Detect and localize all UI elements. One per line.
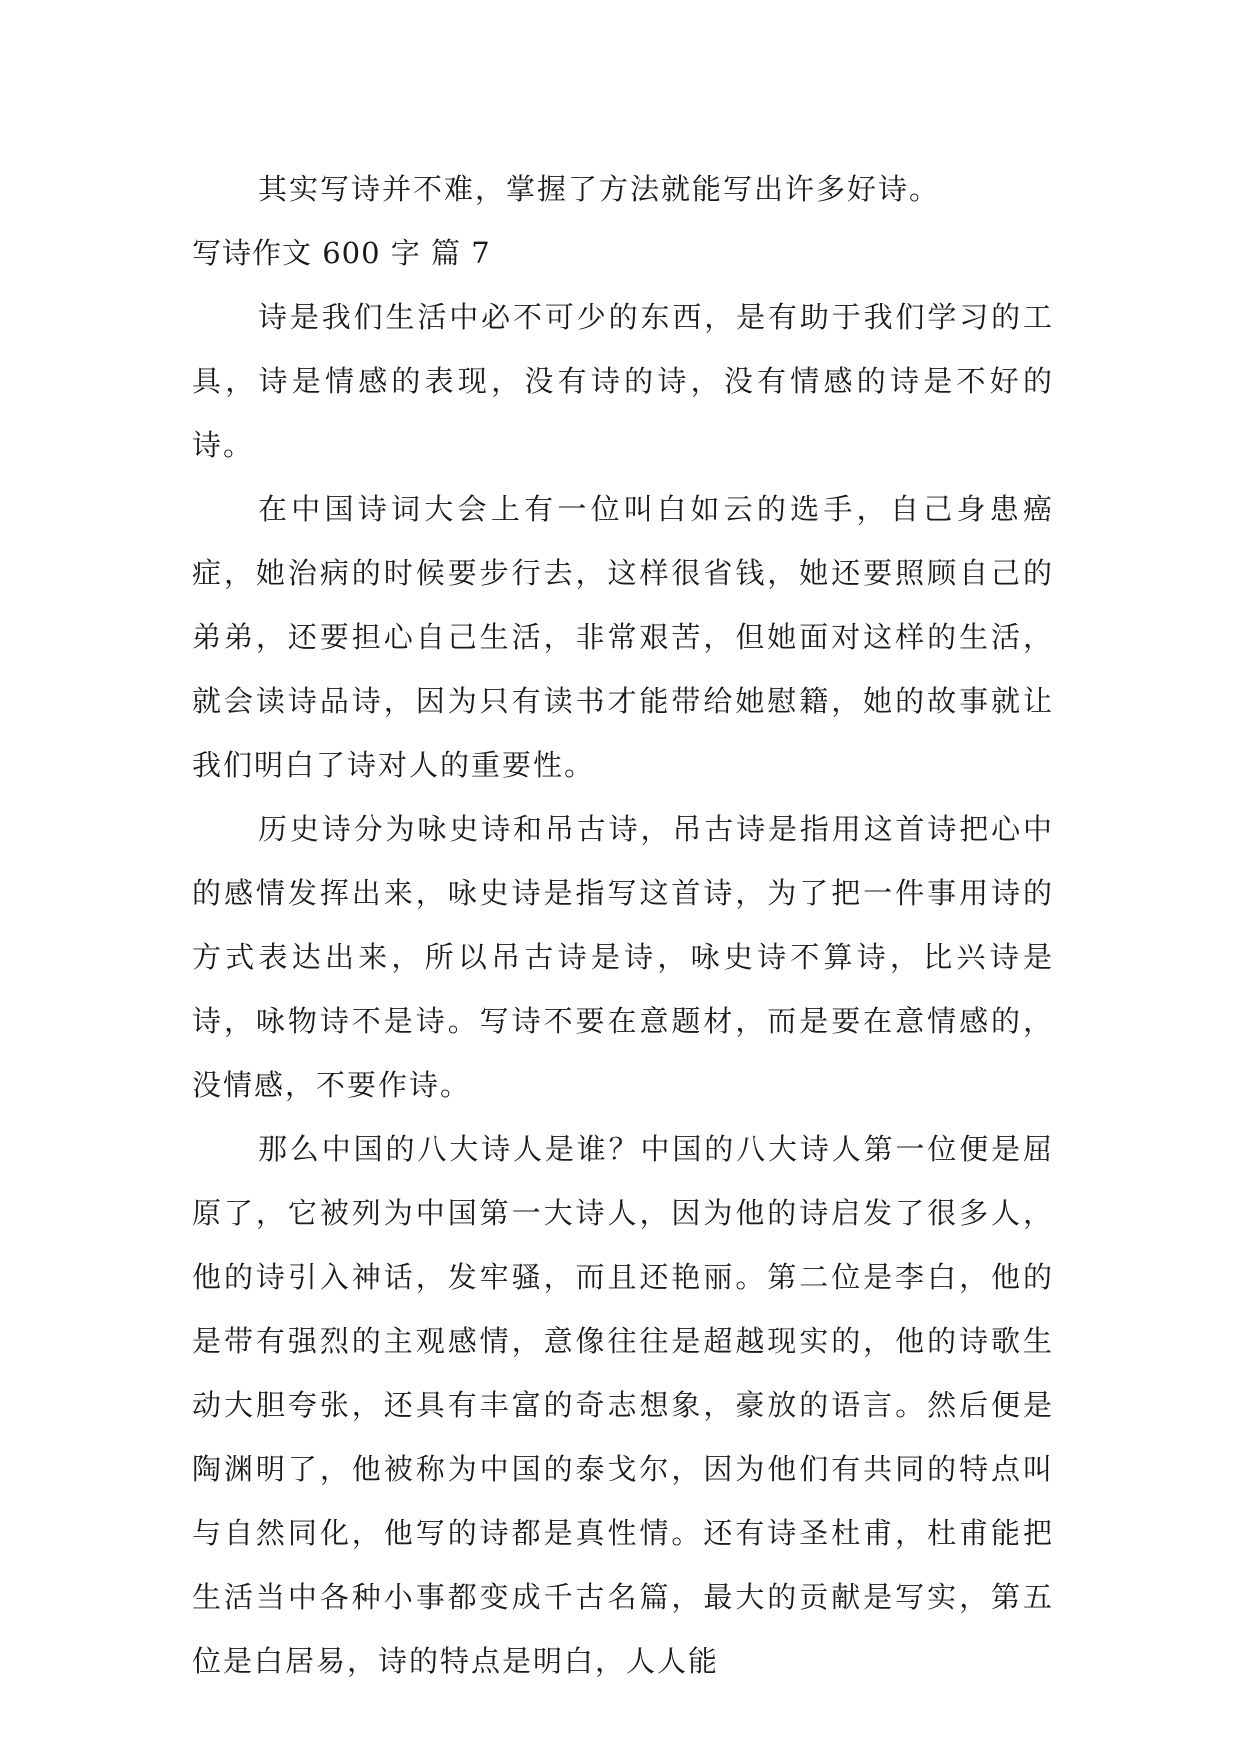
paragraph-poetry-importance: 诗是我们生活中必不可少的东西，是有助于我们学习的工具，诗是情感的表现，没有诗的诗，没有情感的诗是不好的诗。 [192, 300, 1054, 462]
section-heading: 写诗作文 600 字 篇 7 [192, 236, 491, 270]
paragraph-historical-poetry: 历史诗分为咏史诗和吊古诗，吊古诗是指用这首诗把心中的感情发挥出来，咏史诗是指写这首诗，为了把一件事用诗的方式表达出来，所以吊古诗是诗，咏史诗不算诗，比兴诗是诗，咏物诗不是诗。写诗不要在意题材，而是要在意情感的，没情感，不要作诗。 [192, 812, 1054, 1102]
document-body [192, 157, 1054, 1693]
paragraph-eight-poets: 那么中国的八大诗人是谁？中国的八大诗人第一位便是屈原了，它被列为中国第一大诗人，因为他的诗启发了很多人，他的诗引入神话，发牢骚，而且还艳丽。第二位是李白，他的是带有强烈的主观感情，意像往往是超越现实的，他的诗歌生动大胆夸张，还具有丰富的奇志想象，豪放的语言。然后便是陶渊明了，他被称为中国的泰戈尔，因为他们有共同的特点叫与自然同化，他写的诗都是真性情。还有诗圣杜甫，杜甫能把生活当中各种小事都变成千古名篇，最大的贡献是写实，第五位是白居易，诗的特点是明白，人人能 [192, 1132, 1054, 1678]
paragraph-contestant-story: 在中国诗词大会上有一位叫白如云的选手，自己身患癌症，她治病的时候要步行去，这样很省钱，她还要照顾自己的弟弟，还要担心自己生活，非常艰苦，但她面对这样的生活，就会读诗品诗，因为只有读书才能带给她慰籍，她的故事就让我们明白了诗对人的重要性。 [192, 492, 1054, 782]
paragraph-intro-closing: 其实写诗并不难，掌握了方法就能写出许多好诗。 [258, 172, 941, 206]
